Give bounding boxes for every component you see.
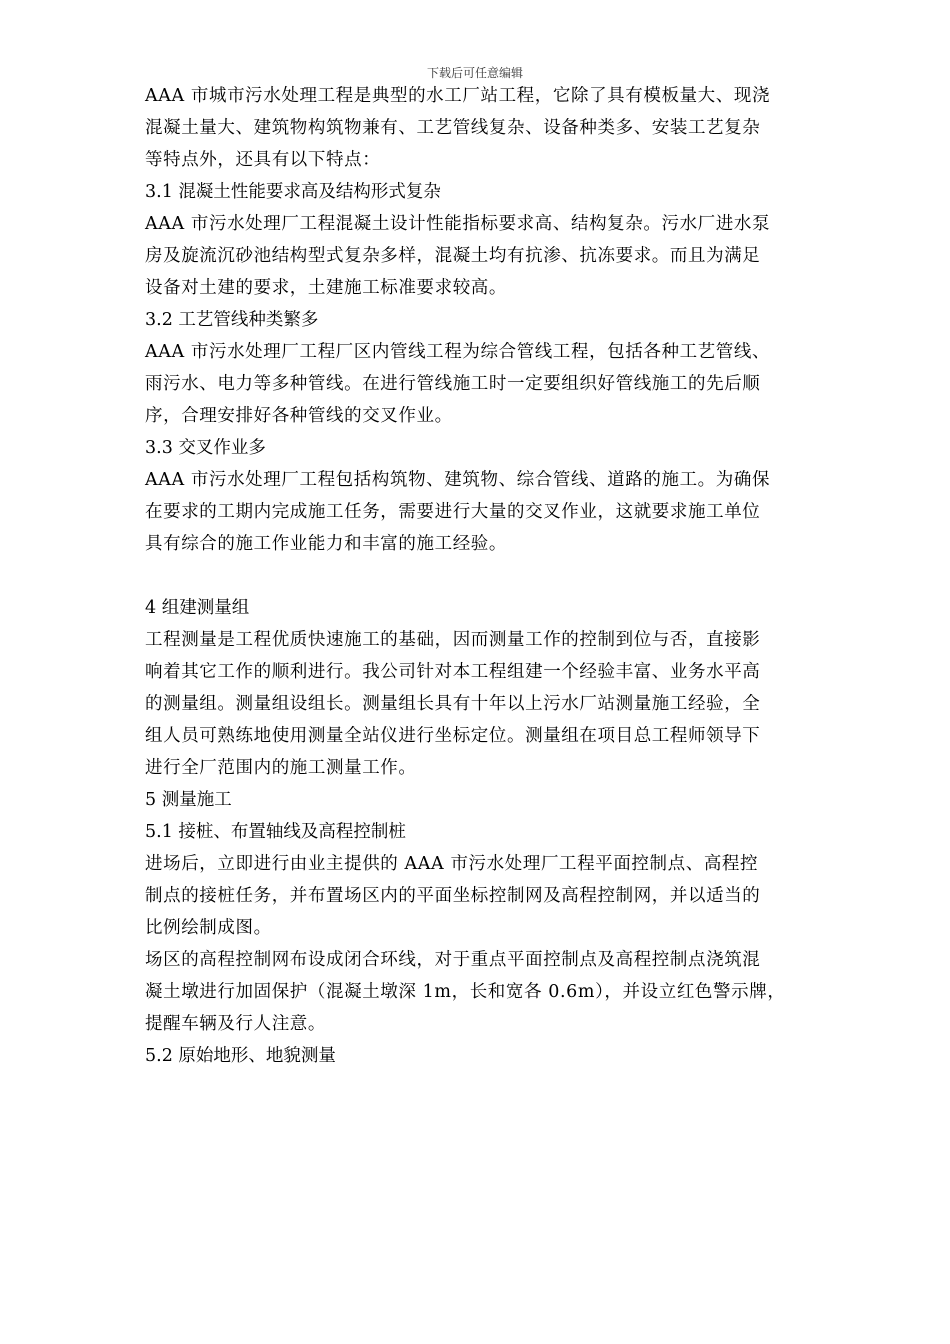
paragraph-line: 序，合理安排好各种管线的交叉作业。 (145, 406, 453, 426)
paragraph-line: 设备对土建的要求，土建施工标准要求较高。 (145, 278, 507, 298)
section-3-3-paragraph (145, 464, 817, 560)
section-5-1-paragraph-b (145, 944, 817, 1040)
paragraph-line: AAA 市污水处理厂工程混凝土设计性能指标要求高、结构复杂。污水厂进水泵 (145, 214, 771, 234)
intro-paragraph (145, 80, 817, 176)
section-heading-5-1: 5.1 接桩、布置轴线及高程控制桩 (145, 822, 406, 842)
blank-line (145, 560, 817, 592)
paragraph-line: 具有综合的施工作业能力和丰富的施工经验。 (145, 534, 507, 554)
section-heading-5: 5 测量施工 (145, 790, 232, 810)
section-3-1-paragraph (145, 208, 817, 304)
paragraph-line: 的测量组。测量组设组长。测量组长具有十年以上污水厂站测量施工经验，全 (145, 694, 761, 714)
section-heading-3-1: 3.1 混凝土性能要求高及结构形式复杂 (145, 182, 441, 202)
section-heading-3-3: 3.3 交叉作业多 (145, 438, 266, 458)
paragraph-line: AAA 市污水处理厂工程包括构筑物、建筑物、综合管线、道路的施工。为确保 (145, 470, 771, 490)
paragraph-line: AAA 市污水处理厂工程厂区内管线工程为综合管线工程，包括各种工艺管线、 (145, 342, 771, 362)
section-heading-3-2: 3.2 工艺管线种类繁多 (145, 310, 319, 330)
section-heading-4: 4 组建测量组 (145, 598, 250, 618)
paragraph-line: 场区的高程控制网布设成闭合环线，对于重点平面控制点及高程控制点浇筑混 (145, 950, 761, 970)
paragraph-line: 混凝土量大、建筑物构筑物兼有、工艺管线复杂、设备种类多、安装工艺复杂 (145, 118, 761, 138)
paragraph-line: 等特点外，还具有以下特点： (145, 150, 381, 170)
paragraph-line: 凝土墩进行加固保护（混凝土墩深 1m，长和宽各 0.6m），并设立红色警示牌， (145, 982, 786, 1002)
paragraph-line: 提醒车辆及行人注意。 (145, 1014, 326, 1034)
section-4-paragraph (145, 624, 817, 784)
paragraph-line: 房及旋流沉砂池结构型式复杂多样，混凝土均有抗渗、抗冻要求。而且为满足 (145, 246, 761, 266)
paragraph-line: 雨污水、电力等多种管线。在进行管线施工时一定要组织好管线施工的先后顺 (145, 374, 761, 394)
paragraph-line: 在要求的工期内完成施工任务，需要进行大量的交叉作业，这就要求施工单位 (145, 502, 761, 522)
paragraph-line: 组人员可熟练地使用测量全站仪进行坐标定位。测量组在项目总工程师领导下 (145, 726, 761, 746)
paragraph-line: 比例绘制成图。 (145, 918, 272, 938)
section-3-2-paragraph (145, 336, 817, 432)
paragraph-line: 进场后，立即进行由业主提供的 AAA 市污水处理厂工程平面控制点、高程控 (145, 854, 759, 874)
paragraph-line: 工程测量是工程优质快速施工的基础，因而测量工作的控制到位与否，直接影 (145, 630, 761, 650)
paragraph-line: 响着其它工作的顺利进行。我公司针对本工程组建一个经验丰富、业务水平高 (145, 662, 761, 682)
document-body (145, 80, 817, 1072)
paragraph-line: 制点的接桩任务，并布置场区内的平面坐标控制网及高程控制网，并以适当的 (145, 886, 761, 906)
section-heading-5-2: 5.2 原始地形、地貌测量 (145, 1046, 336, 1066)
paragraph-line: 进行全厂范围内的施工测量工作。 (145, 758, 417, 778)
page-header-note: 下载后可任意编辑 (426, 66, 523, 80)
section-5-1-paragraph-a (145, 848, 817, 944)
paragraph-line: AAA 市城市污水处理工程是典型的水工厂站工程，它除了具有模板量大、现浇 (145, 86, 771, 106)
